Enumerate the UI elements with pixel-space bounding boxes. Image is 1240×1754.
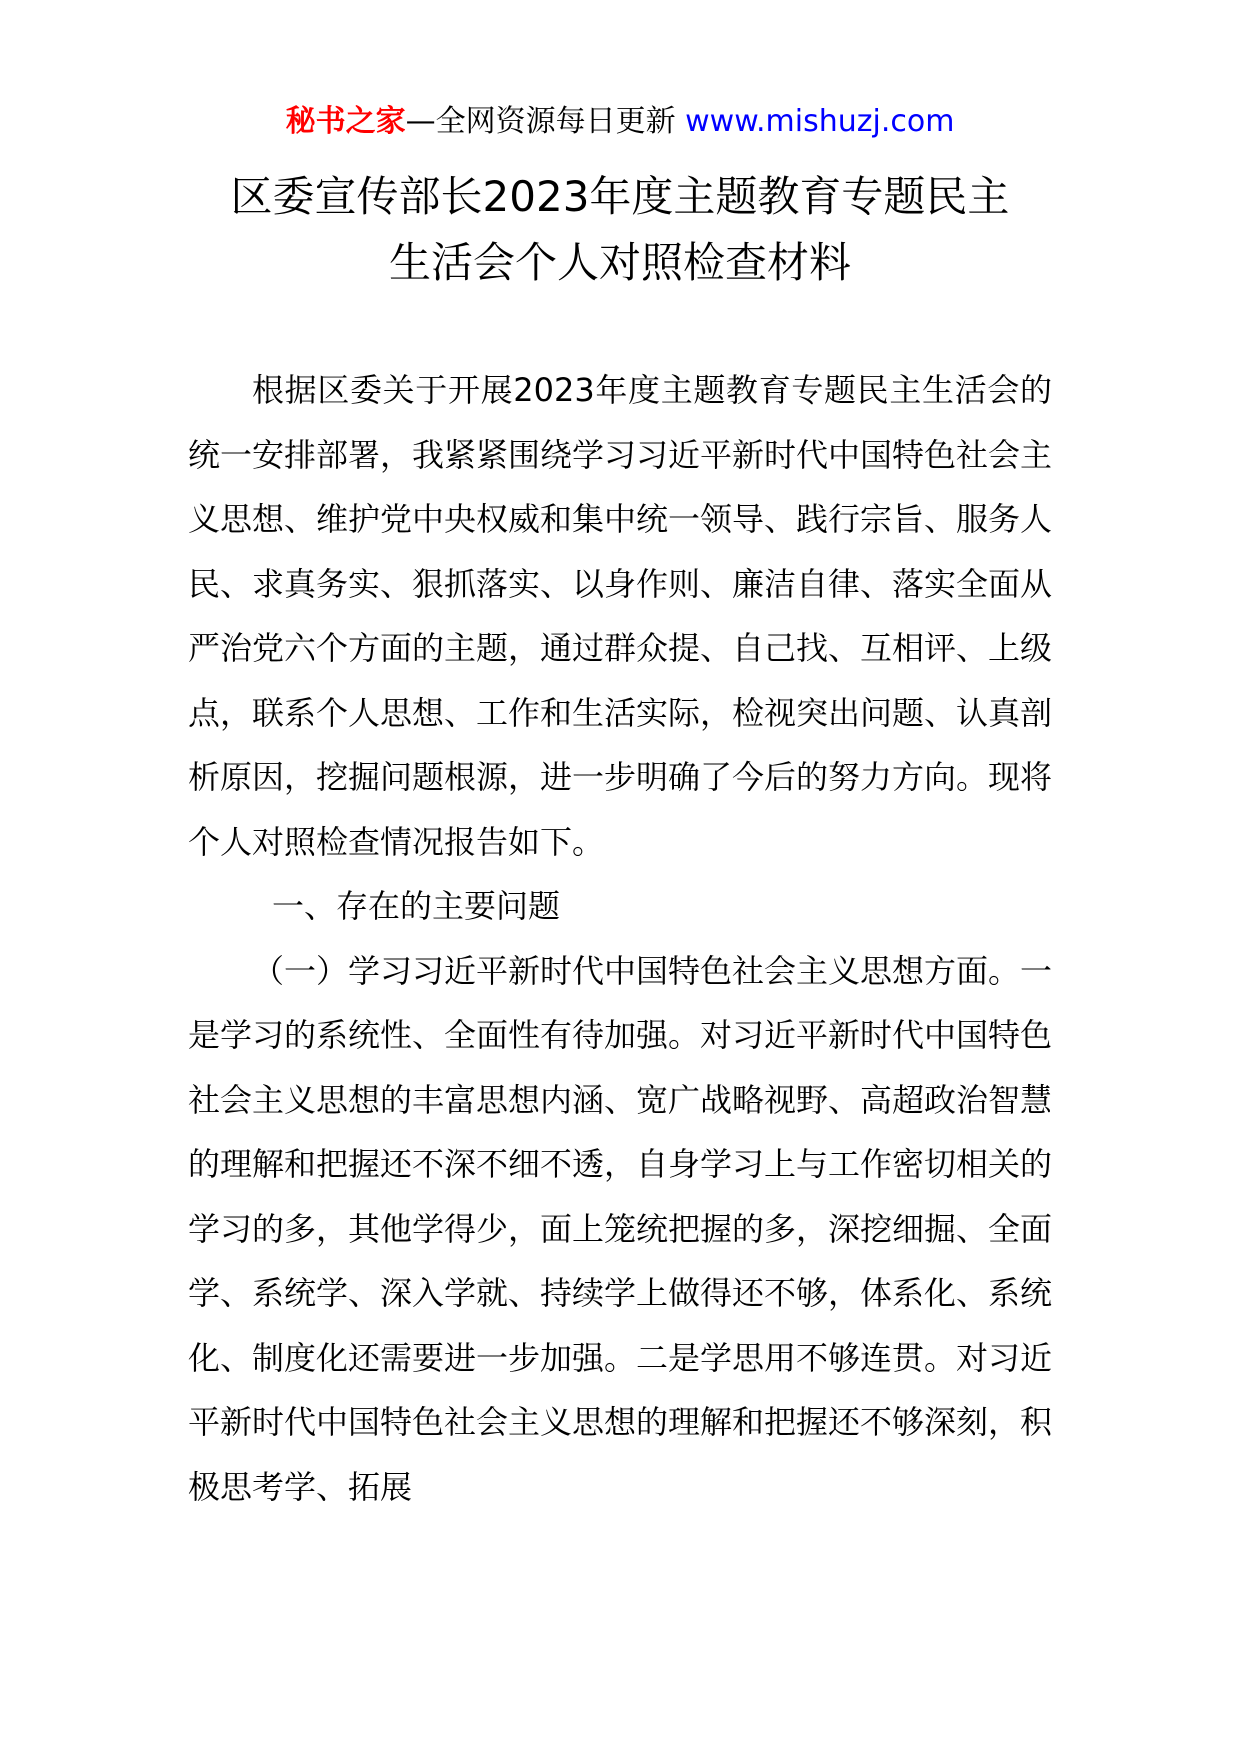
document-body (188, 358, 1052, 1519)
page-header (0, 102, 1240, 142)
title-line-2: 生活会个人对照检查材料 (388, 238, 851, 287)
title-line-1: 区委宣传部长2023年度主题教育专题民主 (230, 172, 1010, 221)
section-heading-1: 一、存在的主要问题 (272, 887, 561, 925)
site-url-link[interactable]: www.mishuzj.com (685, 104, 955, 139)
intro-paragraph: 根据区委关于开展2023年度主题教育专题民主生活会的统一安排部署，我紧紧围绕学习习近平新时代中国特色社会主义思想、维护党中央权威和集中统一领导、践行宗旨、服务人民、求真务实、狠抓落实、以身作则、廉洁自律、落实全面从严治党六个方面的主题，通过群众提、自己找、互相评、上级点，联系个人思想、工作和生活实际，检视突出问题、认真剖析原因，挖掘问题根源，进一步明确了今后的努力方向。现将个人对照检查情况报告如下。 (188, 371, 1053, 861)
section-1-paragraph-1: （一）学习习近平新时代中国特色社会主义思想方面。一是学习的系统性、全面性有待加强。对习近平新时代中国特色社会主义思想的丰富思想内涵、宽广战略视野、高超政治智慧的理解和把握还不深不细不透，自身学习上与工作密切相关的学习的多，其他学得少，面上笼统把握的多，深挖细掘、全面学、系统学、深入学就、持续学上做得还不够，体系化、系统化、制度化还需要进一步加强。二是学思用不够连贯。对习近平新时代中国特色社会主义思想的理解和把握还不够深刻，积极思考学、拓展 (188, 951, 1053, 1506)
brand-name: 秘书之家 (285, 104, 406, 139)
document-title (0, 164, 1240, 296)
header-tagline: —全网资源每日更新 (405, 104, 686, 139)
